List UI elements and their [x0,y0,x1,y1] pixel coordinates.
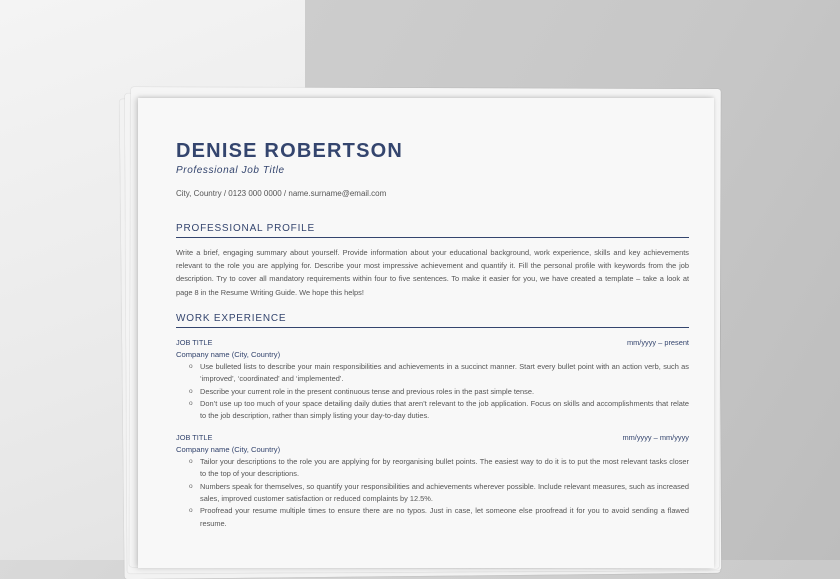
job-title: JOB TITLE [176,337,213,347]
job-company: Company name (City, Country) [176,444,281,454]
job-bullet: o Use bulleted lists to describe your main responsibilities and achievements in a succinct manner. Start every bullet point with an action verb, such as ‘improved’, ‘coordinated’ and ‘implemented’. [200,361,689,386]
page-bottom-fade [138,546,714,568]
job-bullet-list [176,456,689,530]
job-title: JOB TITLE [176,432,213,442]
job-bullet: o Numbers speak for themselves, so quantify your responsibilities and achievements wherever possible. Include relevant measures, such as increased sales, improved customer satisfaction or reduced complaints by 12.5%. [200,481,689,506]
resume-page [138,98,714,568]
profile-heading: PROFESSIONAL PROFILE [176,223,689,238]
job-bullet: o Don’t use up too much of your space detailing daily duties that aren’t relevant to the job application. Focus on skills and accomplishments that relate to the job description, rather than simply listing your day-to-day duties. [200,398,689,423]
resume-contact: City, Country / 0123 000 0000 / name.surname@email.com [176,189,387,198]
job-bullet: o Proofread your resume multiple times to ensure there are no typos. Just in case, let someone else proofread it for you to avoid sending a flawed resume. [200,505,689,530]
work-heading: WORK EXPERIENCE [176,313,689,328]
job-bullet: o Tailor your descriptions to the role you are applying for by reorganising bullet points. The easiest way to do it is to put the most relevant tasks closer to the top of your descriptions. [200,456,689,481]
job-bullet-list [176,361,689,423]
job-header [176,338,689,347]
job-header [176,433,689,442]
resume-job-title: Professional Job Title [176,165,285,176]
profile-text: Write a brief, engaging summary about yourself. Provide information about your educational background, work experience, skills and key achievements relevant to the role you are applying for. Describe your most impressive achievement and quantify it. Fill the personal profile with keywords from the job description. Try to cover all mandatory requirements within four to five sentences. To make it easier for you, we have created a template – take a look at page 8 in the Resume Writing Guide. We hope this helps! [176,248,689,297]
job-entry [176,338,689,423]
job-company: Company name (City, Country) [176,349,281,359]
resume-content [176,140,689,530]
job-dates: mm/yyyy – present [626,337,689,347]
job-bullet: o Describe your current role in the present continuous tense and previous roles in the past simple tense. [200,386,689,398]
job-entry [176,433,689,530]
job-dates: mm/yyyy – mm/yyyy [622,432,689,442]
resume-name: DENISE ROBERTSON [176,140,404,162]
